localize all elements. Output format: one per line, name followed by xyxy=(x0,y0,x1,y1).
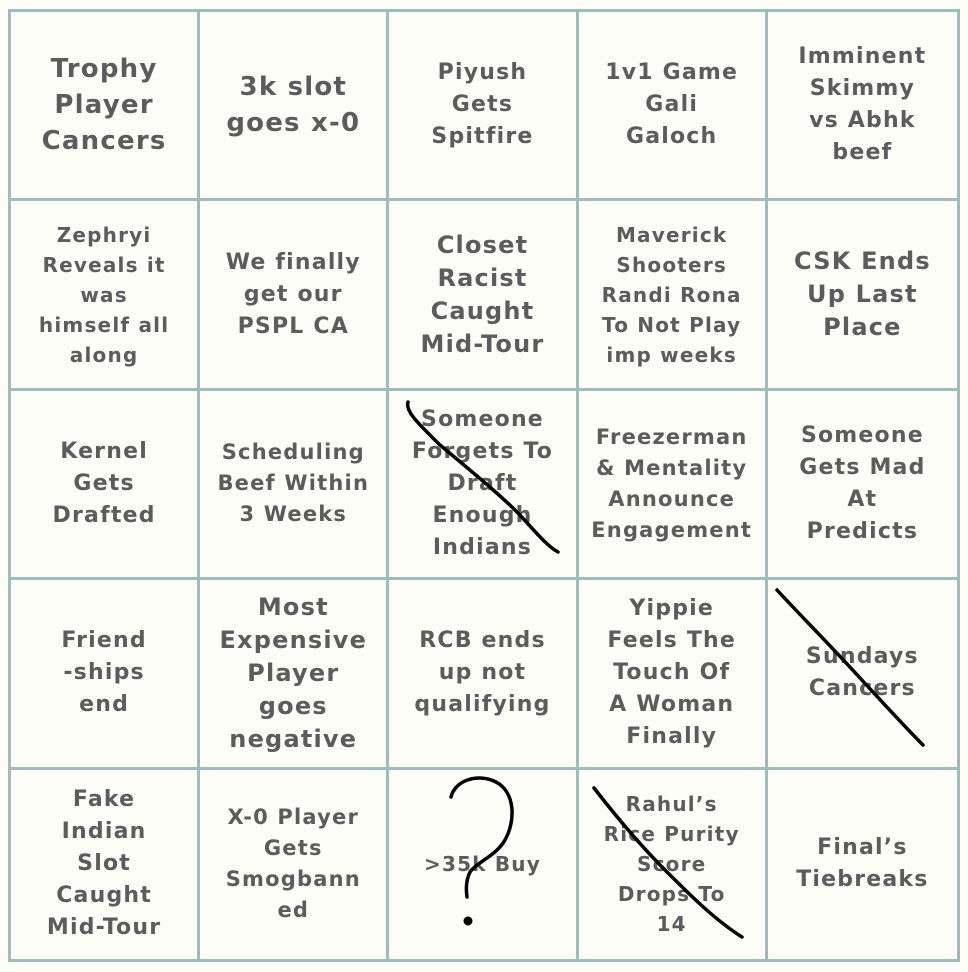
bingo-cell[interactable] xyxy=(200,770,389,959)
cell-label: X-0 Player Gets Smogbann ed xyxy=(225,805,361,923)
cell-label: Most Expensive Player goes negative xyxy=(219,592,368,753)
cell-label: We finally get our PSPL CA xyxy=(225,249,361,339)
cell-label: Someone Forgets To Draft Enough Indians xyxy=(411,406,554,560)
cell-label: Kernel Gets Drafted xyxy=(52,438,156,528)
bingo-cell[interactable] xyxy=(389,580,578,769)
bingo-cell[interactable] xyxy=(11,12,200,201)
cell-label: CSK Ends Up Last Place xyxy=(793,247,931,342)
bingo-cell[interactable] xyxy=(768,770,957,959)
cell-label: Sundays Cancers xyxy=(805,644,919,702)
bingo-cell[interactable] xyxy=(200,12,389,201)
bingo-cell[interactable] xyxy=(11,391,200,580)
cell-label: Imminent Skimmy vs Abhk beef xyxy=(798,44,927,166)
cell-label: Maverick Shooters Randi Rona To Not Play imp weeks xyxy=(601,222,742,367)
cell-label: Final’s Tiebreaks xyxy=(796,835,929,893)
cell-label: Rahul’s Rice Purity Score Drops To 14 xyxy=(603,792,740,937)
cell-label: Yippie Feels The Touch Of A Woman Finally xyxy=(607,596,737,750)
bingo-cell[interactable] xyxy=(389,12,578,201)
bingo-cell bingo-cell-crossed[interactable] xyxy=(768,580,957,769)
cell-label: Freezerman & Mentality Announce Engagement xyxy=(591,424,753,542)
bingo-cell[interactable] xyxy=(389,201,578,390)
bingo-cell bingo-cell-crossed[interactable] xyxy=(389,391,578,580)
cell-label: 1v1 Game Gali Galoch xyxy=(605,60,739,150)
cell-label: Trophy Player Cancers xyxy=(41,54,167,157)
bingo-cell[interactable] xyxy=(579,201,768,390)
bingo-cell[interactable] xyxy=(200,201,389,390)
cell-label: Zephryi Reveals it was himself all along xyxy=(38,222,170,367)
cell-label: Friend -ships end xyxy=(61,628,147,718)
cell-label: Piyush Gets Spitfire xyxy=(431,60,534,150)
bingo-cell[interactable] xyxy=(768,12,957,201)
bingo-cell[interactable] xyxy=(11,201,200,390)
cell-label: Someone Gets Mad At Predicts xyxy=(799,422,926,544)
bingo-board xyxy=(8,9,960,962)
bingo-cell bingo-cell-crossed[interactable] xyxy=(579,770,768,959)
bingo-cell[interactable] xyxy=(11,770,200,959)
bingo-cell[interactable] xyxy=(200,580,389,769)
bingo-cell[interactable] xyxy=(579,391,768,580)
bingo-cell[interactable] xyxy=(200,391,389,580)
cell-label: >35k Buy xyxy=(424,852,541,877)
bingo-cell[interactable] xyxy=(11,580,200,769)
cell-label: Closet Racist Caught Mid-Tour xyxy=(420,230,545,358)
cell-label: RCB ends up not qualifying xyxy=(414,628,551,718)
bingo-cell[interactable] xyxy=(768,391,957,580)
bingo-cell bingo-cell-question[interactable] xyxy=(389,770,578,959)
bingo-cell[interactable] xyxy=(768,201,957,390)
bingo-cell[interactable] xyxy=(579,12,768,201)
bingo-cell[interactable] xyxy=(579,580,768,769)
cell-label: Fake Indian Slot Caught Mid-Tour xyxy=(46,787,162,941)
cell-label: Scheduling Beef Within 3 Weeks xyxy=(217,440,370,527)
cell-label: 3k slot goes x-0 xyxy=(226,72,361,139)
